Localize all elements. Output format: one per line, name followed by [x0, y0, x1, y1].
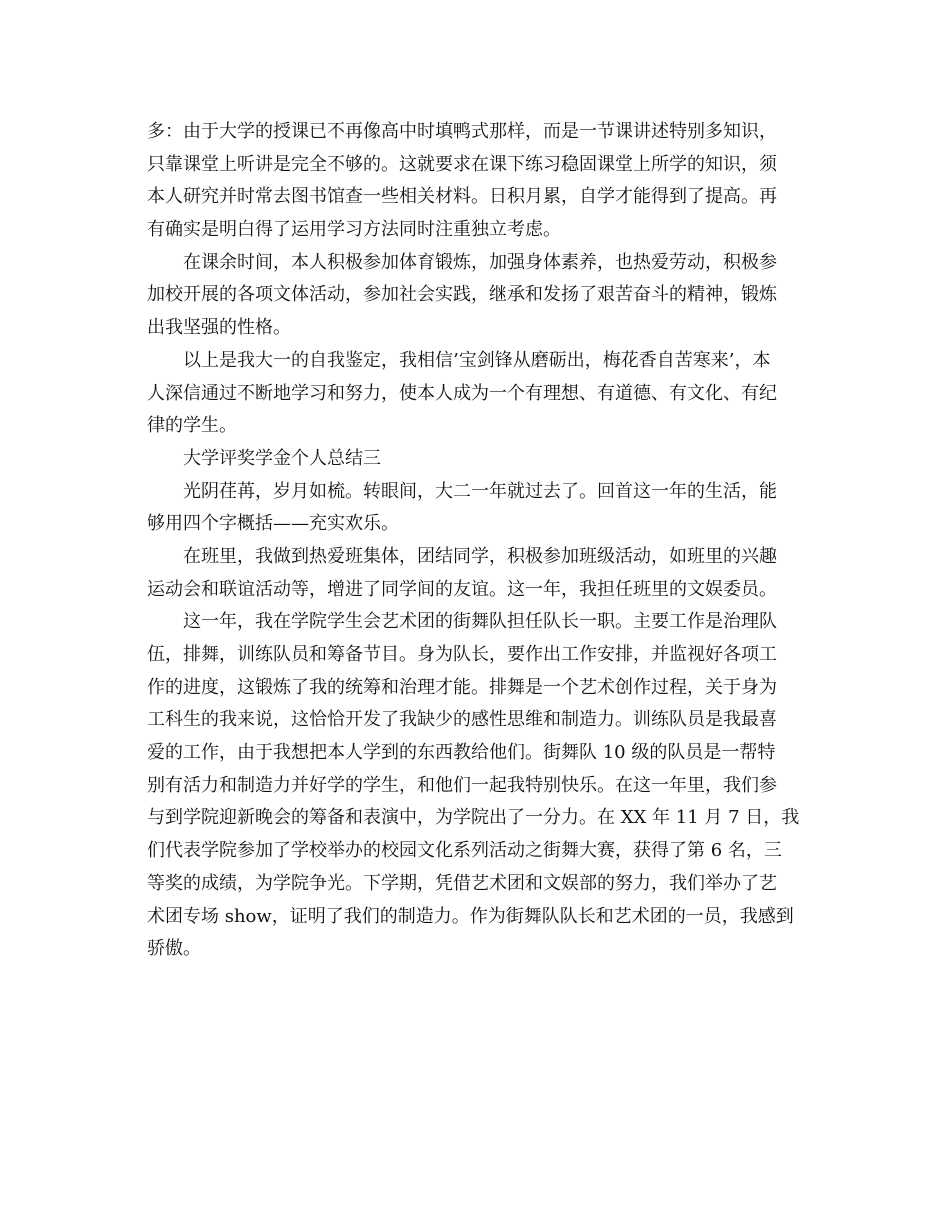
text-line: 加校开展的各项文体活动，参加社会实践，继承和发扬了艰苦奋斗的精神，锻炼	[147, 284, 777, 306]
text-line: 只靠课堂上听讲是完全不够的。这就要求在课下练习稳固课堂上所学的知识，须	[147, 153, 777, 175]
text-line: 多：由于大学的授课已不再像高中时填鸭式那样，而是一节课讲述特别多知识，	[147, 121, 777, 142]
text-line: 大学评奖学金个人总结三	[183, 447, 381, 469]
text-line: 们代表学院参加了学校举办的校园文化系列活动之街舞大赛，获得了第 6 名，三	[147, 840, 782, 862]
text-line: 够用四个字概括——充实欢乐。	[147, 513, 399, 535]
text-line: 与到学院迎新晚会的筹备和表演中，为学院出了一分力。在 XX 年 11 月 7 日，我	[147, 807, 800, 829]
text-line: 作的进度，这锻炼了我的统筹和治理才能。排舞是一个艺术创作过程，关于身为	[147, 676, 777, 698]
text-line: 运动会和联谊活动等，增进了同学间的友谊。这一年，我担任班里的文娱委员。	[147, 578, 777, 600]
text-line: 工科生的我来说，这恰恰开发了我缺少的感性思维和制造力。训练队员是我最喜	[147, 709, 777, 731]
text-line: 在班里，我做到热爱班集体，团结同学，积极参加班级活动，如班里的兴趣	[183, 545, 777, 567]
text-line: 有确实是明白得了运用学习方法同时注重独立考虑。	[147, 219, 561, 241]
text-line: 术团专场 show，证明了我们的制造力。作为街舞队队长和艺术团的一员，我感到	[147, 905, 794, 927]
text-line: 伍，排舞，训练队员和筹备节目。身为队长，要作出工作安排，并监视好各项工	[147, 644, 777, 665]
text-line: 等奖的成绩，为学院争光。下学期，凭借艺术团和文娱部的努力，我们举办了艺	[147, 872, 777, 894]
text-line: 爱的工作，由于我想把本人学到的东西教给他们。街舞队 10 级的队员是一帮特	[147, 742, 776, 764]
document-body	[147, 116, 811, 966]
text-line: 光阴荏苒，岁月如梳。转眼间，大二一年就过去了。回首这一年的生活，能	[183, 480, 777, 502]
text-line: 以上是我大一的自我鉴定，我相信’宝剑锋从磨砺出，梅花香自苦寒来’，本	[183, 349, 771, 371]
text-line: 这一年，我在学院学生会艺术团的街舞队担任队长一职。主要工作是治理队	[183, 611, 777, 633]
text-line: 人深信通过不断地学习和努力，使本人成为一个有理想、有道德、有文化、有纪	[147, 382, 777, 404]
text-line: 律的学生。	[147, 415, 237, 437]
text-line: 本人研究并时常去图书馆查一些相关材料。日积月累，自学才能得到了提高。再	[147, 186, 777, 208]
text-line: 骄傲。	[147, 938, 201, 960]
text-line: 别有活力和制造力并好学的学生，和他们一起我特别快乐。在这一年里，我们参	[147, 774, 777, 796]
text-line: 在课余时间，本人积极参加体育锻炼，加强身体素养，也热爱劳动，积极参	[183, 251, 777, 273]
text-line: 出我坚强的性格。	[147, 317, 291, 339]
